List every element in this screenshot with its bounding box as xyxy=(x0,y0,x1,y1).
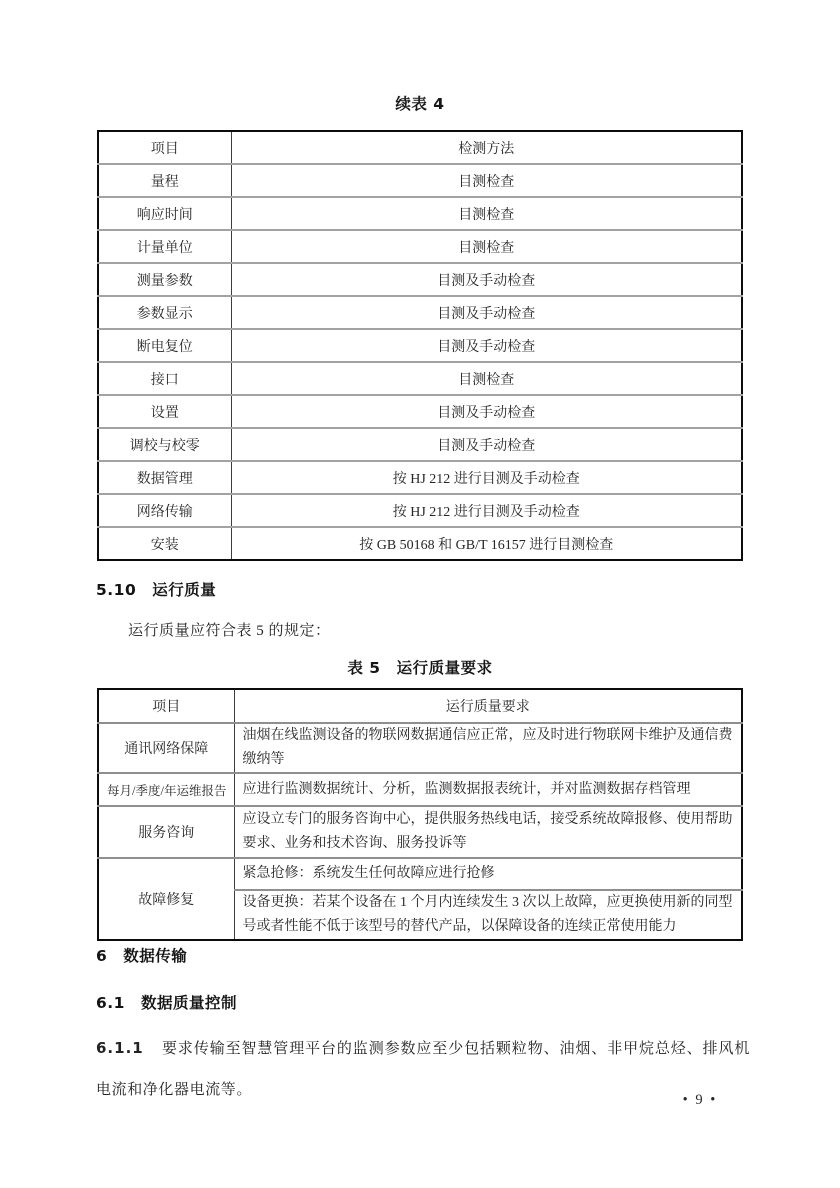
table-row xyxy=(98,461,742,494)
table4-method: 目测检查 xyxy=(231,230,742,263)
clause-6-1-1 xyxy=(96,1028,750,1111)
table5-item: 故障修复 xyxy=(98,858,234,940)
table-row xyxy=(98,428,742,461)
table5-requirement-replacement: 设备更换：若某个设备在 1 个月内连续发生 3 次以上故障，应更换使用新的同型号或者性能不低于该型号的替代产品，以保障设备的连续正常使用能力 xyxy=(234,890,742,940)
table5-header-requirement: 运行质量要求 xyxy=(445,700,530,715)
table4-method: 按 GB 50168 和 GB/T 16157 进行目测检查 xyxy=(231,527,742,560)
table4-header-method: 检测方法 xyxy=(458,141,515,157)
table4-item: 调校与校零 xyxy=(98,428,231,461)
table-row xyxy=(98,362,742,395)
table-row xyxy=(98,858,742,890)
table-row xyxy=(98,527,742,560)
table4-method: 按 HJ 212 进行目测及手动检查 xyxy=(231,494,742,527)
table4-item: 接口 xyxy=(98,362,231,395)
table4-item: 网络传输 xyxy=(98,494,231,527)
table4-method: 目测及手动检查 xyxy=(231,296,742,329)
table-row xyxy=(98,164,742,197)
table-row xyxy=(98,395,742,428)
section-heading-6: 6 数据传输 xyxy=(96,947,188,965)
table4-method: 目测及手动检查 xyxy=(231,428,742,461)
table4-item: 安装 xyxy=(98,527,231,560)
table4-method: 目测及手动检查 xyxy=(231,263,742,296)
table5-caption: 表 5 运行质量要求 xyxy=(347,659,493,677)
table-header-row xyxy=(98,689,742,723)
table4-method: 目测及手动检查 xyxy=(231,329,742,362)
table-row xyxy=(98,230,742,263)
clause-text: 要求传输至智慧管理平台的监测参数应至少包括颗粒物、油烟、非甲烷总烃、排风机电流和净化器电流等。 xyxy=(96,1041,750,1098)
table4-method: 目测检查 xyxy=(231,362,742,395)
table4-method: 按 HJ 212 进行目测及手动检查 xyxy=(231,461,742,494)
section-heading-6-1: 6.1 数据质量控制 xyxy=(96,994,237,1012)
table5-item: 每月/季度/年运维报告 xyxy=(98,773,234,806)
page-number: • 9 • xyxy=(682,1092,718,1108)
table4-method: 目测及手动检查 xyxy=(231,395,742,428)
table5-header-item: 项目 xyxy=(98,689,234,723)
table-row xyxy=(98,197,742,230)
table4-item: 量程 xyxy=(98,164,231,197)
table5-requirement: 油烟在线监测设备的物联网数据通信应正常，应及时进行物联网卡维护及通信费缴纳等 xyxy=(234,723,742,773)
table5-item: 通讯网络保障 xyxy=(98,723,234,773)
paragraph-5-10: 运行质量应符合表 5 的规定： xyxy=(128,623,331,639)
table4-item: 测量参数 xyxy=(98,263,231,296)
table5-item: 服务咨询 xyxy=(98,806,234,858)
table-row xyxy=(98,329,742,362)
table4-item: 计量单位 xyxy=(98,230,231,263)
table4-method: 目测检查 xyxy=(231,197,742,230)
table-row xyxy=(98,296,742,329)
table-row xyxy=(98,806,742,858)
table4-item: 数据管理 xyxy=(98,461,231,494)
table4-header-item: 项目 xyxy=(98,131,231,164)
table-header-row xyxy=(98,131,742,164)
table4-inspection-methods xyxy=(97,130,743,561)
table5-requirement: 应进行监测数据统计、分析，监测数据报表统计，并对监测数据存档管理 xyxy=(234,773,742,806)
table5-operation-quality xyxy=(97,688,743,941)
table4-method: 目测检查 xyxy=(231,164,742,197)
table5-requirement-emergency: 紧急抢修：系统发生任何故障应进行抢修 xyxy=(234,858,742,890)
table4-caption: 续表 4 xyxy=(395,95,445,113)
table4-item: 断电复位 xyxy=(98,329,231,362)
table4-item: 参数显示 xyxy=(98,296,231,329)
table4-item: 响应时间 xyxy=(98,197,231,230)
table-row xyxy=(98,494,742,527)
table4-item: 设置 xyxy=(98,395,231,428)
section-heading-5-10: 5.10 运行质量 xyxy=(96,581,217,599)
table5-requirement: 应设立专门的服务咨询中心，提供服务热线电话，接受系统故障报修、使用帮助要求、业务和技术咨询、服务投诉等 xyxy=(234,806,742,858)
table-row xyxy=(98,723,742,773)
table-row xyxy=(98,263,742,296)
table-row xyxy=(98,773,742,806)
clause-number: 6.1.1 xyxy=(96,1039,144,1057)
